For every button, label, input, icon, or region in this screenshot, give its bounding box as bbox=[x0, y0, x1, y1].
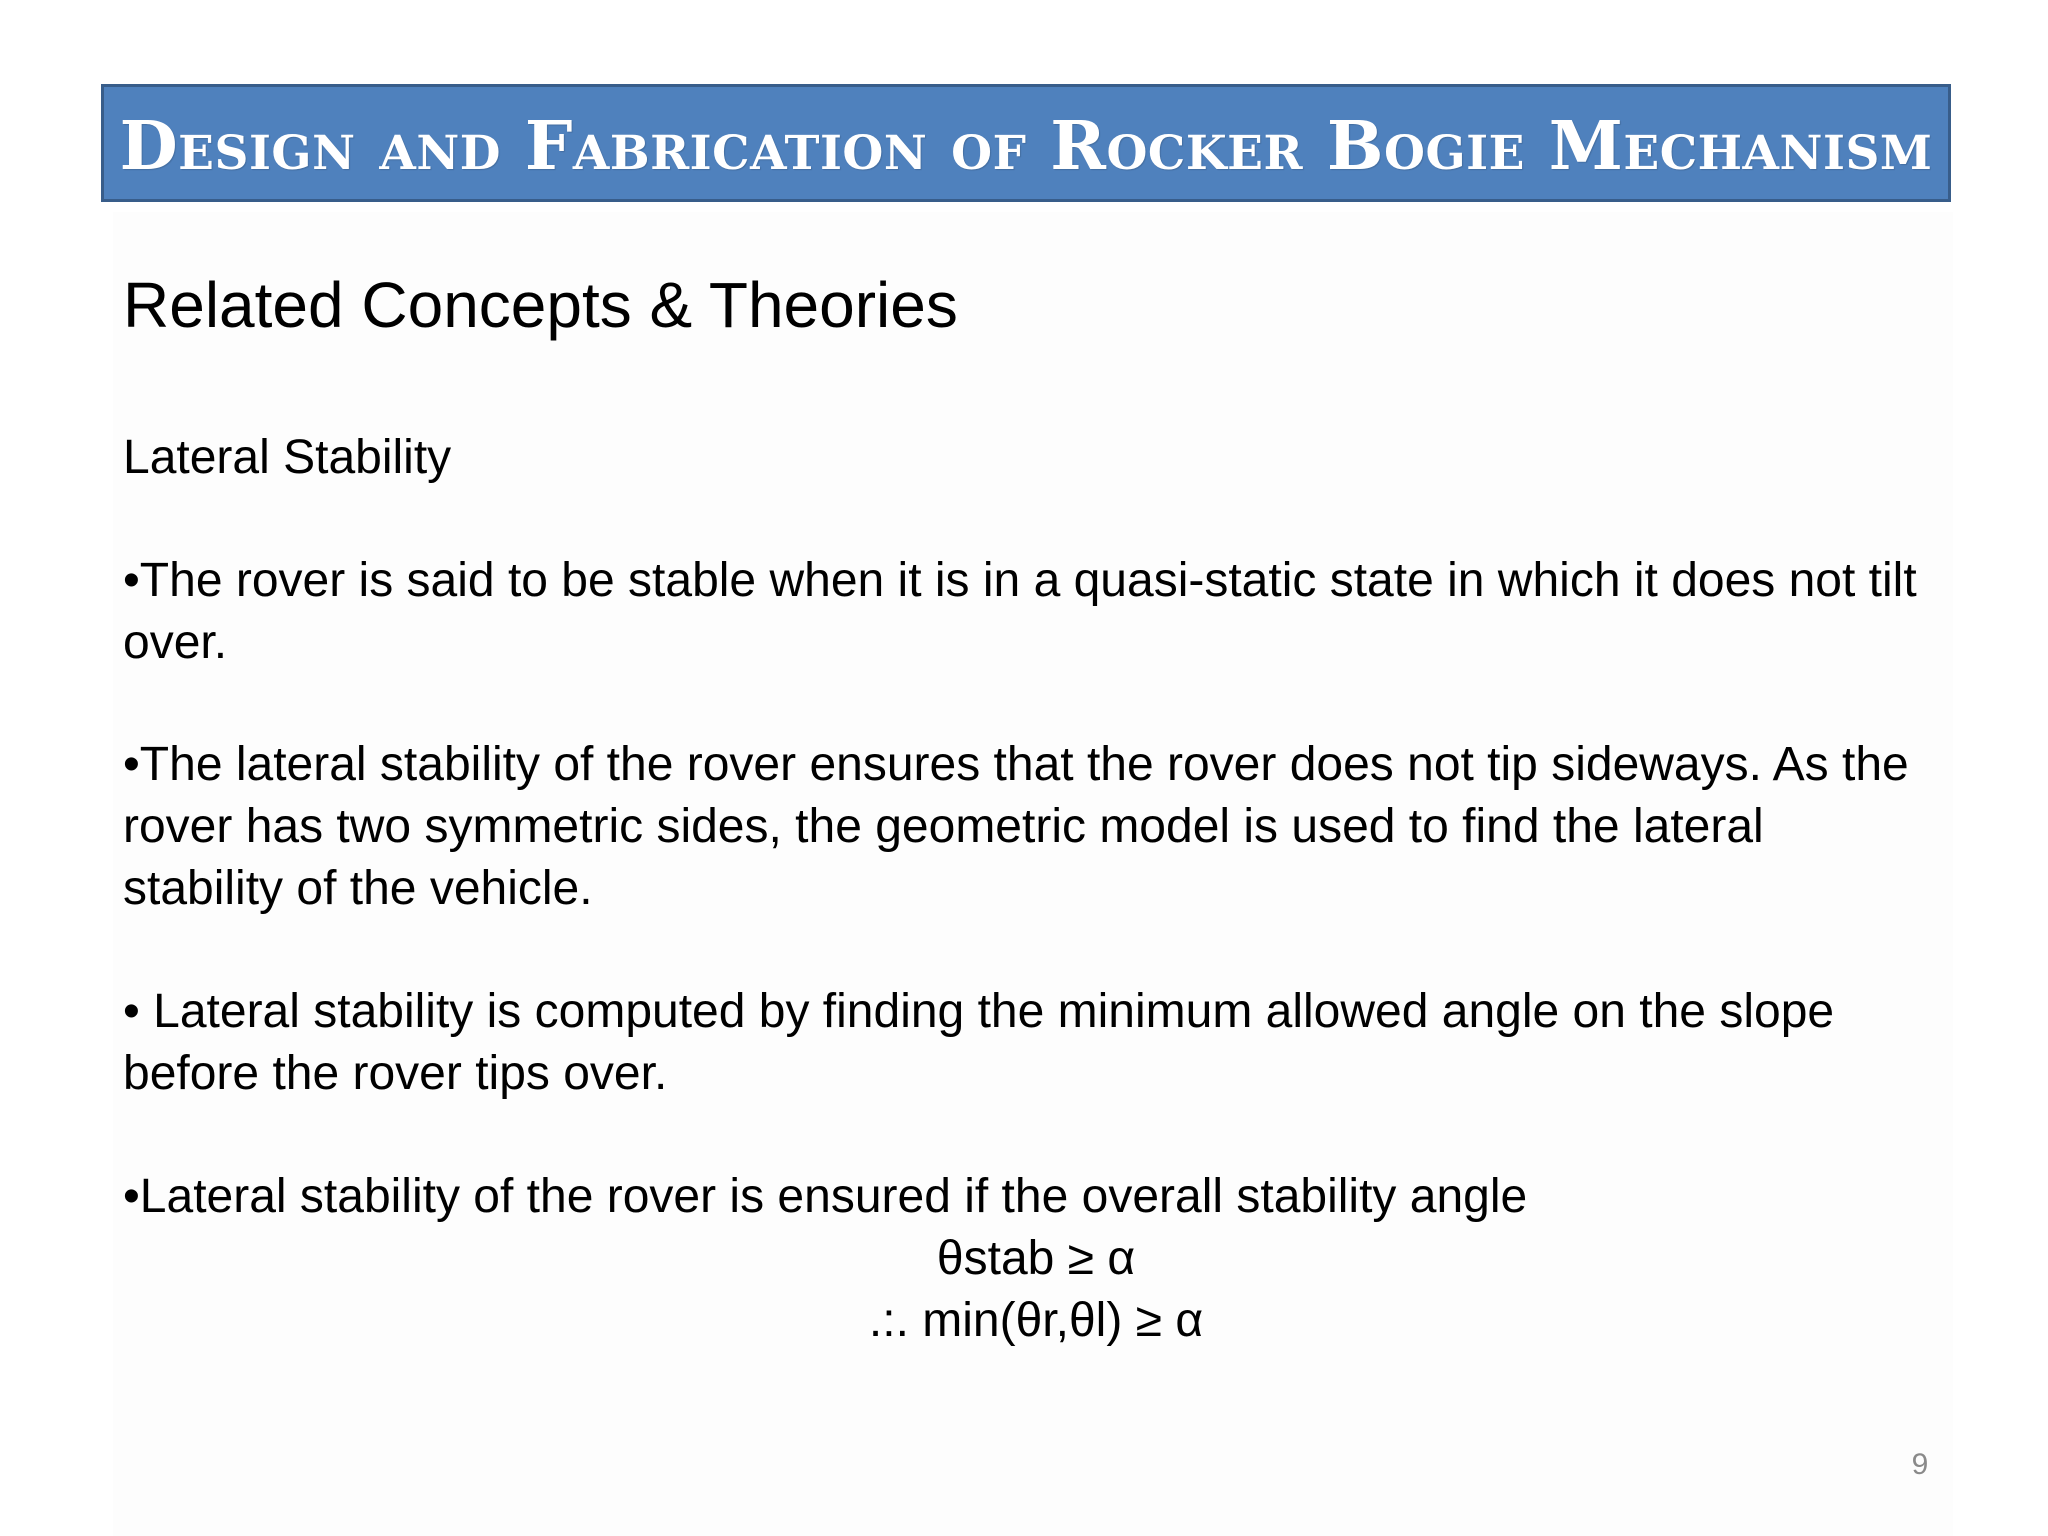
formula-min-angle: .:. min(θr,θl) ≥ α bbox=[868, 1294, 1204, 1347]
formula-stability-angle: θstab ≥ α bbox=[936, 1232, 1136, 1285]
title-banner bbox=[101, 84, 1951, 202]
bullet-text: •Lateral stability of the rover is ensured if the overall stability angle bbox=[123, 1170, 1528, 1223]
bullet-item-with-formula bbox=[123, 1166, 1923, 1352]
page-number: 9 bbox=[1911, 1448, 1929, 1481]
section-label: Lateral Stability bbox=[123, 431, 452, 484]
bullet-item: • Lateral stability is computed by finding the minimum allowed angle on the slope before the rover tips over. bbox=[123, 985, 1835, 1100]
slide-heading: Related Concepts & Theories bbox=[123, 269, 958, 341]
bullet-item: •The lateral stability of the rover ensures that the rover does not tip sideways. As the rover has two symmetric sides, the geometric model is used to find the lateral stability of the vehicle. bbox=[123, 738, 1909, 915]
slide-title: Design and Fabrication of Rocker Bogie Mechanism bbox=[119, 105, 1933, 185]
bullet-item: •The rover is said to be stable when it is in a quasi-static state in which it does not tilt over. bbox=[123, 554, 1917, 669]
